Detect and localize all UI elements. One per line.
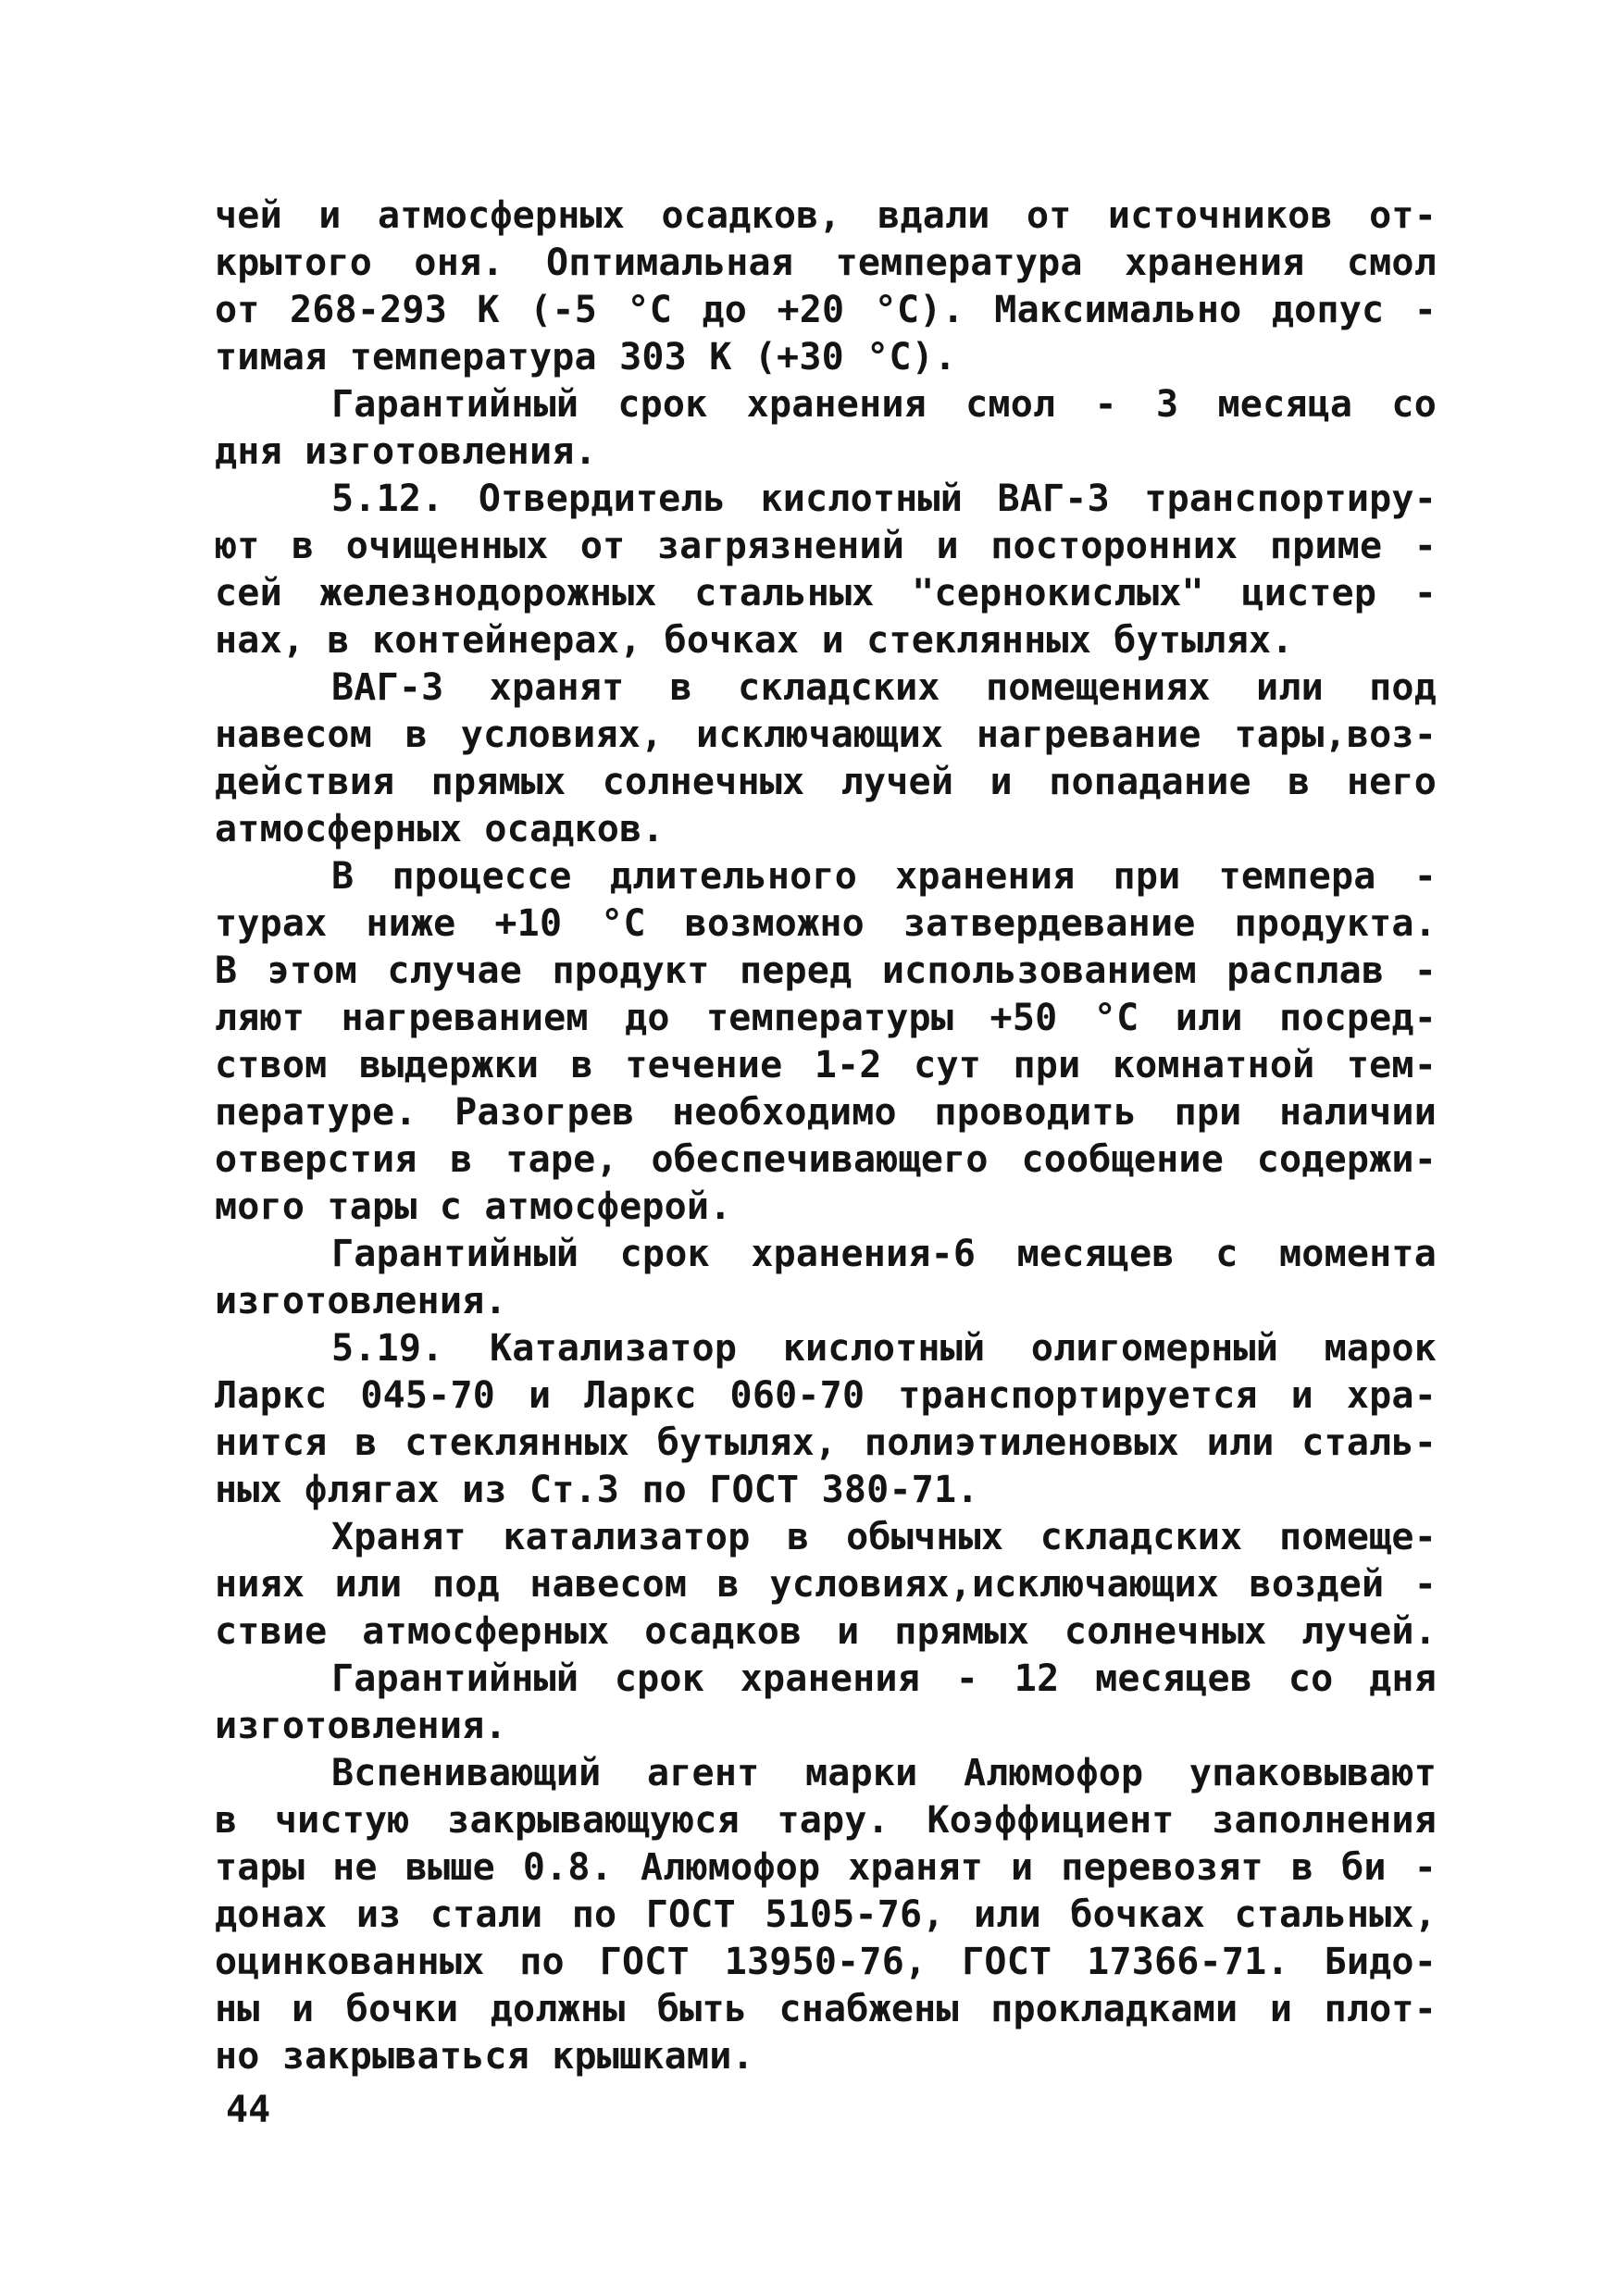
text-line: Хранят катализатор в обычных складских помеще- <box>331 1516 1437 1558</box>
text-line: В процессе длительного хранения при темпера - <box>331 855 1437 898</box>
text-line: Гарантийный срок хранения смол - 3 месяца со <box>331 383 1437 426</box>
text-line: пературе. Разогрев необходимо проводить при наличии <box>215 1091 1437 1134</box>
text-line: от 268-293 К (-5 °С до +20 °С). Максимально допус - <box>215 289 1437 331</box>
text-line: ных флягах из Ст.3 по ГОСТ 380-71. <box>215 1469 979 1511</box>
text-line: ствие атмосферных осадков и прямых солнечных лучей. <box>215 1610 1437 1653</box>
text-line: в чистую закрывающуюся тару. Коэффициент заполнения <box>215 1799 1437 1842</box>
text-line: атмосферных осадков. <box>215 808 665 850</box>
text-line: навесом в условиях, исключающих нагревание тары,воз- <box>215 714 1437 756</box>
page-number: 44 <box>226 2089 271 2131</box>
text-line: дня изготовления. <box>215 430 597 473</box>
text-line: изготовления. <box>215 1705 507 1747</box>
text-line: Гарантийный срок хранения-6 месяцев с момента <box>331 1233 1437 1275</box>
text-line: Гарантийный срок хранения - 12 месяцев со дня <box>331 1657 1437 1700</box>
text-line: крытого оня. Оптимальная температура хранения смол <box>215 242 1437 284</box>
text-line: ны и бочки должны быть снабжены прокладками и плот- <box>215 1988 1437 2030</box>
text-line: ляют нагреванием до температуры +50 °С или посред- <box>215 997 1437 1039</box>
text-line: турах ниже +10 °С возможно затвердевание продукта. <box>215 902 1437 945</box>
text-line: ВАГ-3 хранят в складских помещениях или под <box>331 666 1437 709</box>
text-line: ниях или под навесом в условиях,исключающих воздей - <box>215 1563 1437 1606</box>
text-line: Ларкс 045-70 и Ларкс 060-70 транспортируется и хра- <box>215 1374 1437 1417</box>
text-line: тимая температура 303 К (+30 °С). <box>215 336 957 379</box>
text-line: изготовления. <box>215 1280 507 1322</box>
text-line: 5.12. Отвердитель кислотный ВАГ-3 транспортиру- <box>331 478 1437 520</box>
text-line: но закрываться крышками. <box>215 2035 754 2078</box>
text-line: чей и атмосферных осадков, вдали от источников от- <box>215 194 1437 237</box>
text-line: нится в стеклянных бутылях, полиэтиленовых или сталь- <box>215 1421 1437 1464</box>
text-line: ют в очищенных от загрязнений и посторонних приме - <box>215 525 1437 567</box>
text-line: донах из стали по ГОСТ 5105-76, или бочках стальных, <box>215 1893 1437 1936</box>
text-line: нах, в контейнерах, бочках и стеклянных бутылях. <box>215 619 1294 662</box>
body-text <box>215 192 1437 2080</box>
text-line: 5.19. Катализатор кислотный олигомерный марок <box>331 1327 1437 1370</box>
text-line: оцинкованных по ГОСТ 13950-76, ГОСТ 17366-71. Бидо- <box>215 1941 1437 1983</box>
text-line: В этом случае продукт перед использованием расплав - <box>215 949 1437 992</box>
text-line: сей железнодорожных стальных "сернокислых" цистер - <box>215 572 1437 614</box>
text-line: тары не выше 0.8. Алюмофор хранят и перевозят в би - <box>215 1846 1437 1889</box>
text-line: Вспенивающий агент марки Алюмофор упаковывают <box>331 1752 1437 1794</box>
text-line: мого тары с атмосферой. <box>215 1185 732 1228</box>
text-line: ством выдержки в течение 1-2 сут при комнатной тем- <box>215 1044 1437 1086</box>
text-line: действия прямых солнечных лучей и попадание в него <box>215 761 1437 803</box>
text-line: отверстия в таре, обеспечивающего сообщение содержи- <box>215 1138 1437 1181</box>
